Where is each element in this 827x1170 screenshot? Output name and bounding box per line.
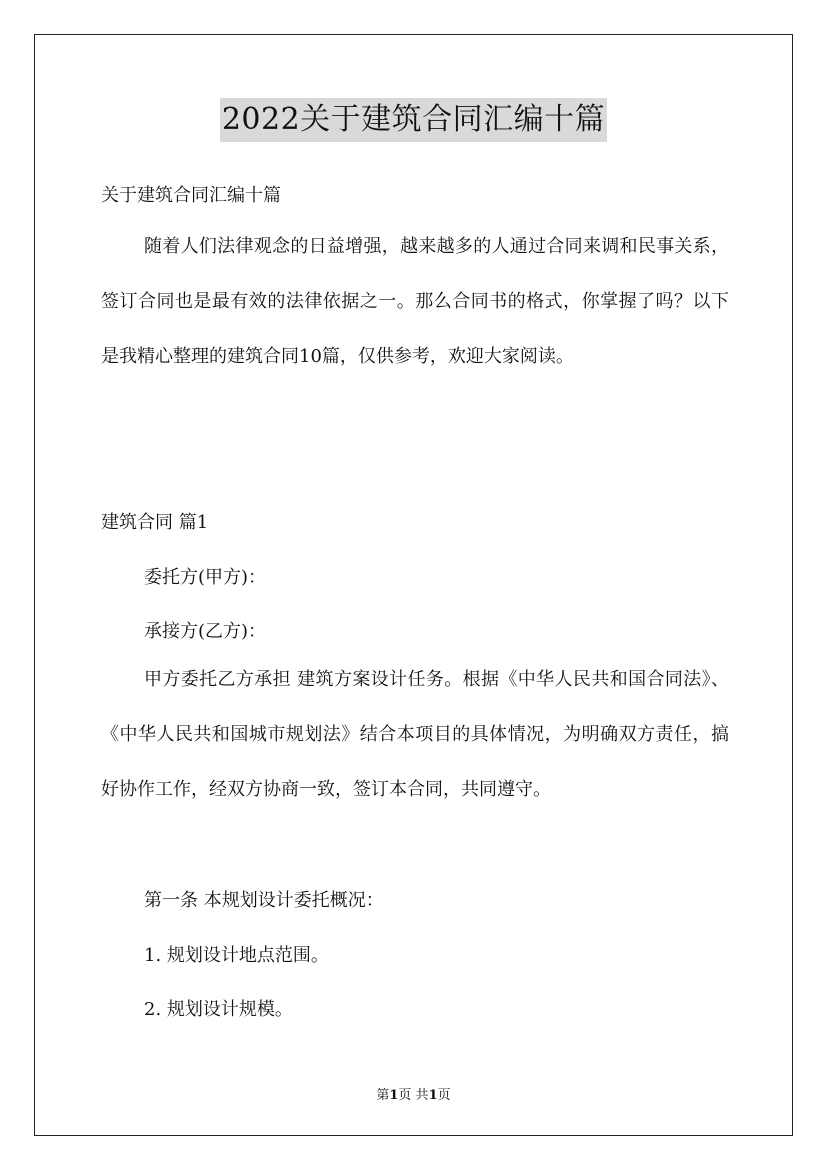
document-subtitle: 关于建筑合同汇编十篇 [101, 185, 281, 206]
document-title: 2022关于建筑合同汇编十篇 [220, 98, 607, 142]
footer-page-prefix: 第 [376, 1088, 390, 1103]
contractor-label: 承接方(乙方)： [144, 621, 267, 642]
section-heading: 建筑合同 篇1 [101, 512, 209, 533]
footer-page-mid: 页 共 [398, 1088, 429, 1103]
footer-page-total: 1 [428, 1088, 438, 1103]
body-paragraph: 甲方委托乙方承担 建筑方案设计任务。根据《中华人民共和国合同法》、《中华人民共和国城市规划法》结合本项目的具体情况，为明确双方责任，搞好协作工作，经双方协商一致，签订本合同，共同遵守。 [101, 669, 729, 800]
intro-paragraph: 随着人们法律观念的日益增强，越来越多的人通过合同来调和民事关系，签订合同也是最有效的法律依据之一。那么合同书的格式，你掌握了吗？以下是我精心整理的建筑合同10篇，仅供参考，欢迎大家阅读。 [101, 236, 729, 367]
document-title-wrapper [0, 98, 827, 142]
page-footer [0, 1084, 827, 1103]
list-item: 1. 规划设计地点范围。 [144, 945, 329, 966]
footer-page-current: 1 [389, 1088, 399, 1103]
footer-page-suffix: 页 [437, 1088, 451, 1103]
client-label: 委托方(甲方)： [144, 567, 267, 588]
list-item: 2. 规划设计规模。 [144, 999, 293, 1020]
article-heading: 第一条 本规划设计委托概况： [144, 890, 384, 911]
